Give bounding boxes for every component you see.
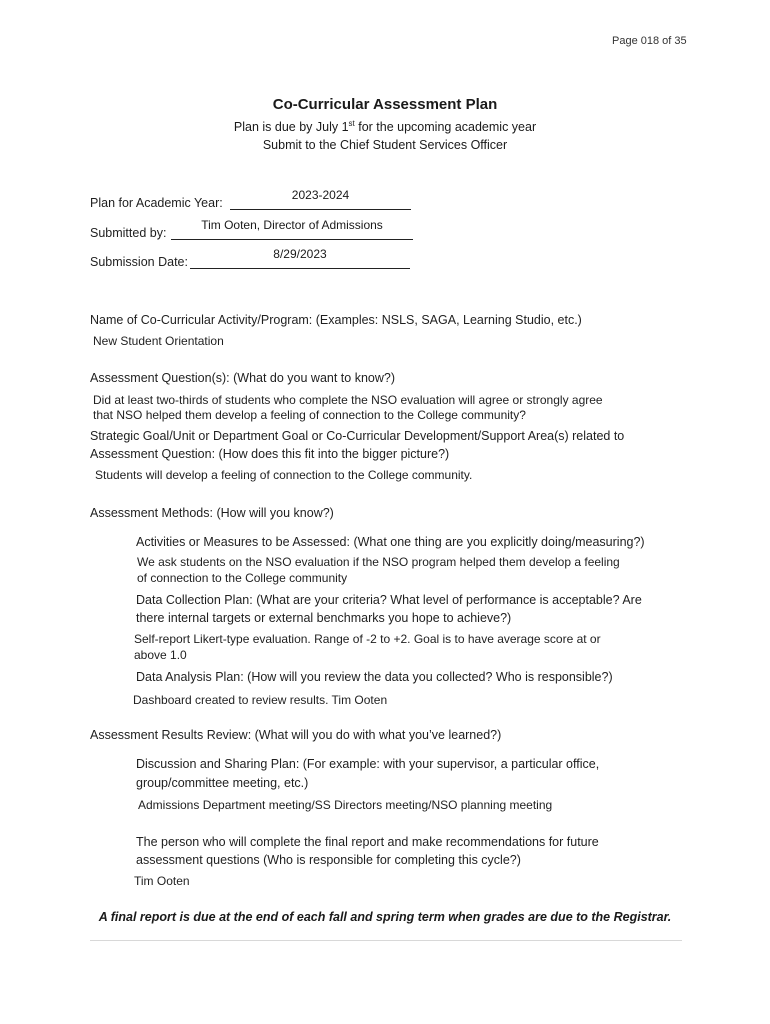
subtitle-due-date [0, 119, 770, 134]
submission-date-line [190, 268, 410, 269]
collection-label-line1: Data Collection Plan: (What are your criteria? What level of performance is acceptable? Are [136, 593, 642, 607]
final-report-field[interactable]: Tim Ooten [134, 874, 190, 888]
page-number: Page 018 of 35 [612, 35, 687, 47]
measures-label: Activities or Measures to be Assessed: (What one thing are you explicitly doing/measuring?) [136, 535, 645, 549]
page-title: Co-Curricular Assessment Plan [272, 96, 498, 113]
program-name-field[interactable]: New Student Orientation [93, 334, 224, 348]
submission-date-field[interactable]: 8/29/2023 [273, 247, 327, 261]
subtitle-submit: Submit to the Chief Student Services Officer [262, 138, 508, 152]
subtitle-due-text-post: for the upcoming academic year [354, 120, 537, 135]
academic-year-label: Plan for Academic Year: [90, 196, 223, 210]
academic-year-field[interactable]: 2023-2024 [291, 188, 350, 202]
submission-date-label: Submission Date: [90, 255, 188, 269]
sharing-field[interactable]: Admissions Department meeting/SS Directors meeting/NSO planning meeting [138, 798, 553, 812]
collection-field-line1[interactable]: Self-report Likert-type evaluation. Range of -2 to +2. Goal is to have average score at or [134, 632, 601, 646]
strategic-goal-label-line1: Strategic Goal/Unit or Department Goal or Co-Curricular Development/Support Area(s) related to [90, 429, 625, 443]
academic-year-line [230, 209, 411, 210]
questions-field-line2[interactable]: that NSO helped them develop a feeling of connection to the College community? [93, 408, 526, 422]
subtitle-due-text: Plan is due by July 1 [233, 120, 349, 135]
analysis-label: Data Analysis Plan: (How will you review the data you collected? Who is responsible?) [136, 670, 613, 684]
submitted-by-field[interactable]: Tim Ooten, Director of Admissions [201, 218, 383, 232]
analysis-field[interactable]: Dashboard created to review results. Tim Ooten [133, 693, 388, 707]
sharing-label-line2: group/committee meeting, etc.) [136, 776, 309, 790]
footer-divider [90, 940, 682, 941]
collection-field-line2[interactable]: above 1.0 [134, 648, 187, 662]
measures-field-line2[interactable]: of connection to the College community [137, 571, 348, 585]
strategic-goal-field[interactable]: Students will develop a feeling of connection to the College community. [95, 468, 473, 482]
sharing-label-line1: Discussion and Sharing Plan: (For example: with your supervisor, a particular office, [136, 757, 600, 771]
methods-label: Assessment Methods: (How will you know?) [90, 506, 334, 520]
program-name-label: Name of Co-Curricular Activity/Program: (Examples: NSLS, SAGA, Learning Studio, etc.) [90, 313, 582, 327]
collection-label-line2: there internal targets or external benchmarks you hope to achieve?) [136, 611, 512, 625]
measures-field-line1[interactable]: We ask students on the NSO evaluation if the NSO program helped them develop a feeling [137, 555, 620, 569]
questions-label: Assessment Question(s): (What do you want to know?) [90, 371, 395, 385]
review-label: Assessment Results Review: (What will you do with what you’ve learned?) [90, 728, 502, 742]
submitted-by-line [171, 239, 413, 240]
questions-field-line1[interactable]: Did at least two-thirds of students who complete the NSO evaluation will agree or strongly agree [93, 393, 603, 407]
strategic-goal-label-line2: Assessment Question: (How does this fit into the bigger picture?) [90, 447, 450, 461]
footer-note: A final report is due at the end of each fall and spring term when grades are due to the Registrar. [98, 910, 672, 924]
subtitle-due-sup: st [348, 119, 355, 128]
final-report-label-line1: The person who will complete the final report and make recommendations for future [136, 835, 599, 849]
final-report-label-line2: assessment questions (Who is responsible for completing this cycle?) [136, 853, 521, 867]
submitted-by-label: Submitted by: [90, 226, 167, 240]
